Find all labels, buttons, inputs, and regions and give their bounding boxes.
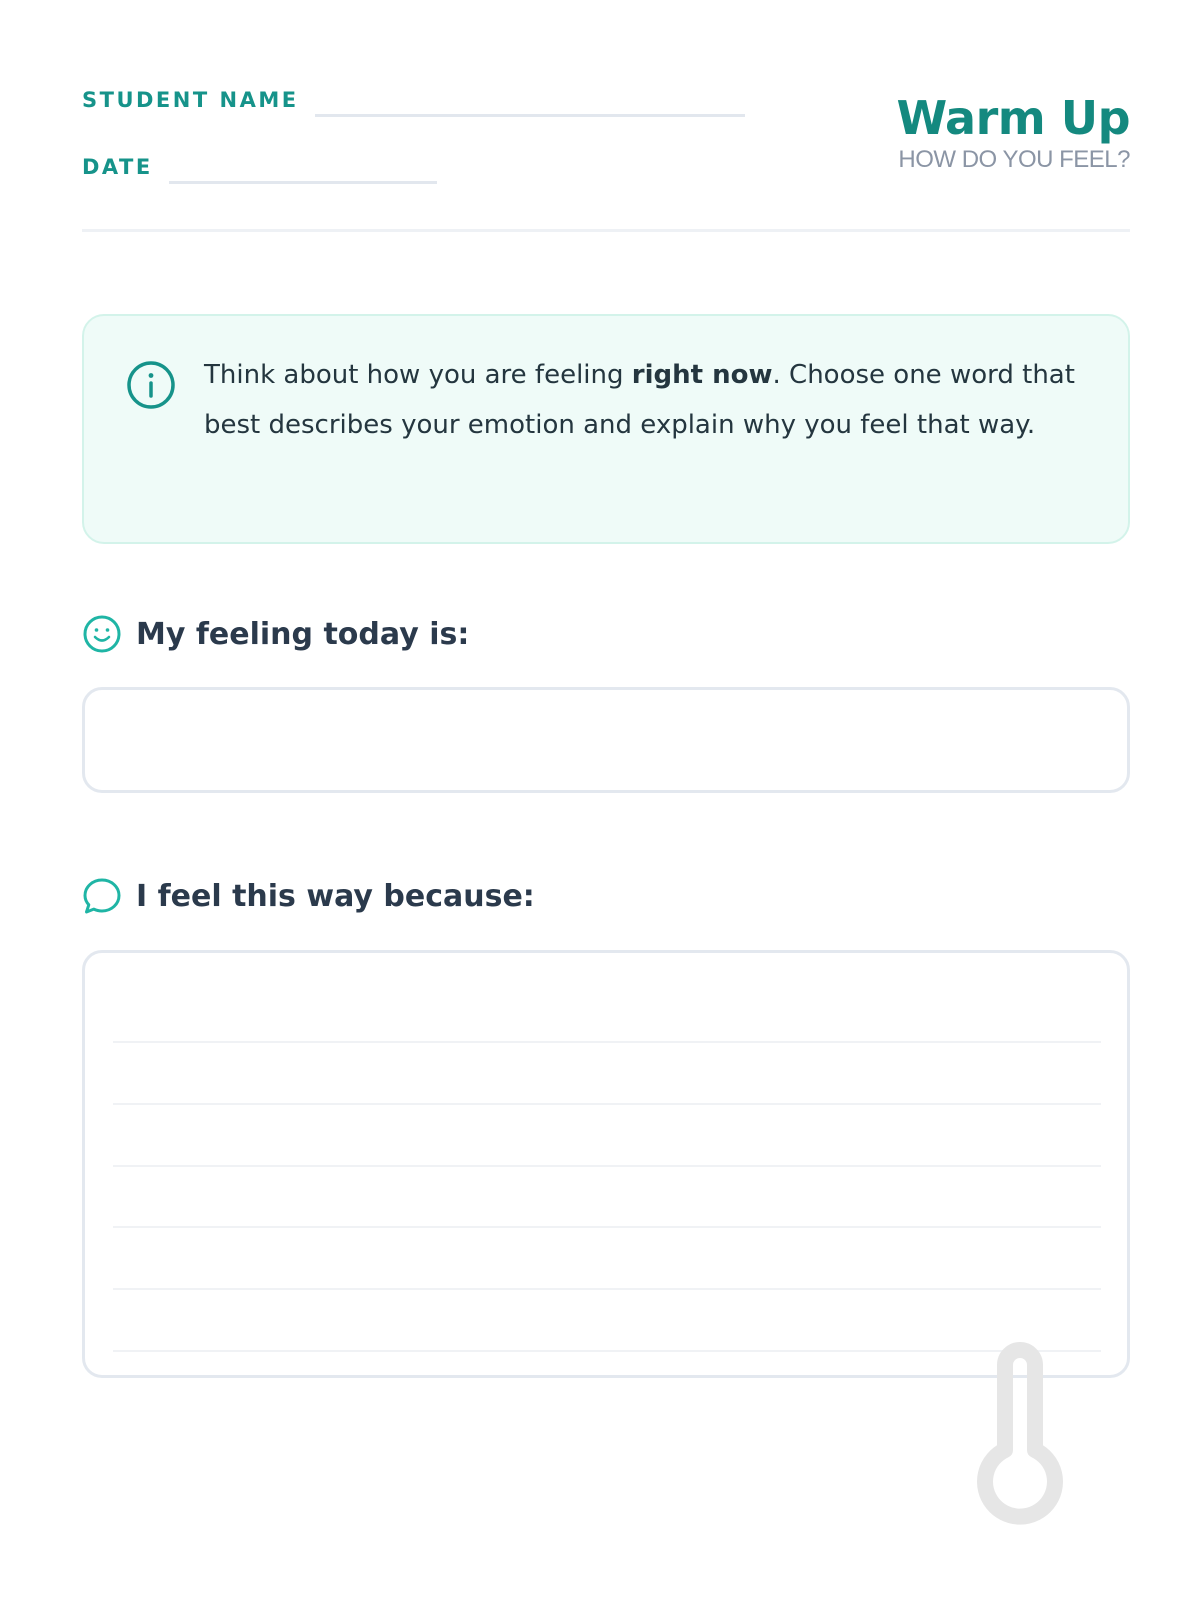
info-icon [126,360,176,410]
because-section-title [82,876,535,916]
header-divider [82,229,1130,232]
student-name-label: STUDENT NAME [82,88,299,112]
feeling-input[interactable] [82,687,1130,793]
writing-line [113,1350,1101,1352]
because-label: I feel this way because: [136,878,535,914]
instructions-text-end: . Choose one word that best describes your emotion and explain why you feel that way. [204,360,1075,440]
instructions-box [82,314,1130,544]
writing-line [113,1103,1101,1105]
writing-line [113,1041,1101,1043]
instructions-text [204,350,1084,450]
page-title: Warm Up [896,91,1130,145]
speech-bubble-icon [82,876,122,916]
writing-line [113,1165,1101,1167]
feeling-label: My feeling today is: [136,616,470,652]
date-field[interactable] [82,157,437,178]
because-textarea[interactable] [82,950,1130,1378]
instructions-emphasis: right now [631,360,773,390]
thermometer-icon [970,1325,1070,1525]
smiley-icon [82,614,122,654]
writing-line [113,1226,1101,1228]
worksheet-header [82,80,1130,232]
writing-line [113,1288,1101,1290]
student-name-line[interactable] [315,114,745,117]
date-line[interactable] [169,181,437,184]
instructions-text-start: Think about how you are feeling [204,360,632,390]
page-subtitle: HOW DO YOU FEEL? [898,146,1130,174]
title-block [896,91,1130,174]
feeling-section-title [82,614,469,654]
student-name-field[interactable] [82,90,745,111]
date-label: DATE [82,155,153,179]
